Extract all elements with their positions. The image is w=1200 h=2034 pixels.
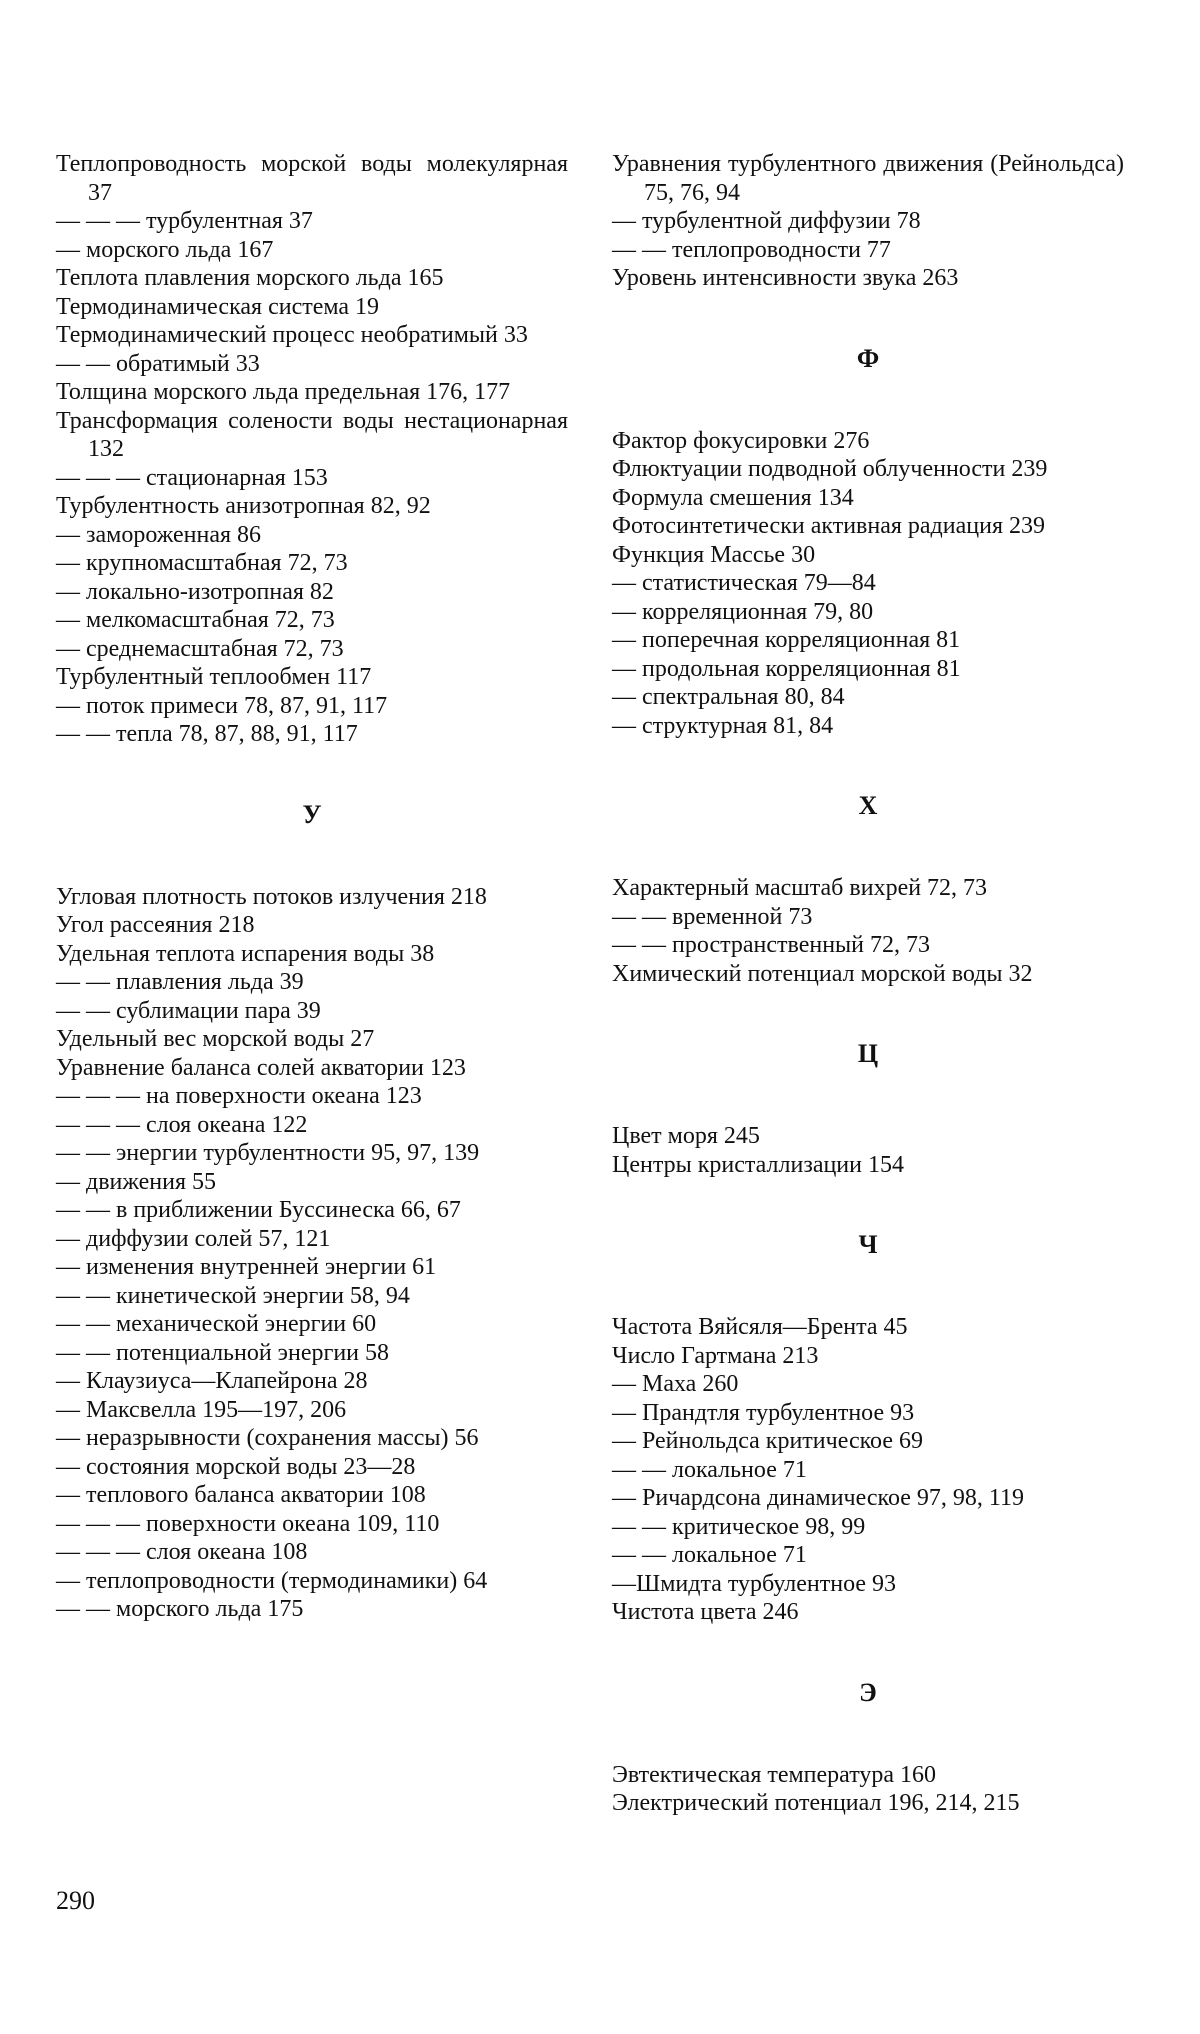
index-entry: Химический потенциал морской воды 32 bbox=[612, 960, 1033, 987]
index-entry: — крупномасштабная 72, 73 bbox=[56, 550, 348, 576]
index-entry: — — пространственный 72, 73 bbox=[612, 932, 931, 958]
index-entry: — Рейнольдса критическое 69 bbox=[612, 1428, 923, 1454]
index-entry: — спектральная 80, 84 bbox=[612, 684, 845, 710]
index-entry: Уровень интенсивности звука 263 bbox=[612, 265, 959, 291]
index-entry: — изменения внутренней энергии 61 bbox=[56, 1254, 437, 1280]
index-entry: — — — турбулентная 37 bbox=[56, 208, 313, 234]
index-entry: Фактор фокусировки 276 bbox=[612, 427, 870, 454]
right-column bbox=[612, 150, 1124, 1818]
index-entry: — — механической энергии 60 bbox=[56, 1311, 377, 1337]
page-number: 290 bbox=[56, 1886, 95, 1915]
index-entry: — — — стационарная 153 bbox=[56, 464, 328, 491]
index-entry: Теплопроводность морской воды молекулярная 37 bbox=[56, 151, 568, 206]
index-entry: Толщина морского льда предельная 176, 177 bbox=[56, 379, 511, 405]
index-entry: Чистота цвета 246 bbox=[612, 1599, 799, 1625]
index-entry: — — обратимый 33 bbox=[56, 350, 260, 377]
index-entry: — корреляционная 79, 80 bbox=[612, 598, 874, 625]
index-entry: Угол рассеяния 218 bbox=[56, 912, 255, 938]
index-entry: — замороженная 86 bbox=[56, 521, 262, 548]
index-block-f bbox=[612, 427, 1124, 741]
index-entry: — статистическая 79—84 bbox=[612, 570, 876, 596]
index-entry: — диффузии солей 57, 121 bbox=[56, 1225, 331, 1252]
index-entry: Угловая плотность потоков излучения 218 bbox=[56, 883, 487, 910]
index-entry: Турбулентность анизотропная 82, 92 bbox=[56, 493, 431, 519]
index-entry: — поперечная корреляционная 81 bbox=[612, 627, 961, 653]
index-entry: — — теплопроводности 77 bbox=[612, 236, 891, 263]
index-entry: — — тепла 78, 87, 88, 91, 117 bbox=[56, 721, 358, 747]
index-entry: — — энергии турбулентности 95, 97, 139 bbox=[56, 1140, 480, 1166]
index-entry: — морского льда 167 bbox=[56, 236, 274, 263]
index-entry: Формула смешения 134 bbox=[612, 484, 854, 511]
index-entry: — локально-изотропная 82 bbox=[56, 578, 334, 605]
index-entry: — — — поверхности океана 109, 110 bbox=[56, 1510, 440, 1537]
index-entry: — структурная 81, 84 bbox=[612, 712, 834, 739]
section-letter-ch: Ч bbox=[858, 1230, 878, 1259]
index-entry: — — сублимации пара 39 bbox=[56, 997, 321, 1024]
index-entry: Термодинамический процесс необратимый 33 bbox=[56, 322, 528, 348]
section-letter-ts: Ц bbox=[857, 1039, 879, 1068]
index-entry: Число Гартмана 213 bbox=[612, 1342, 819, 1369]
index-entry: Флюктуации подводной облученности 239 bbox=[612, 456, 1048, 482]
index-entry: — мелкомасштабная 72, 73 bbox=[56, 607, 335, 633]
index-entry: Характерный масштаб вихрей 72, 73 bbox=[612, 875, 988, 901]
section-letter-h: Х bbox=[858, 791, 878, 820]
index-block-ts bbox=[612, 1122, 1124, 1179]
index-entry: —Шмидта турбулентное 93 bbox=[612, 1570, 897, 1597]
index-entry: — Клаузиуса—Клапейрона 28 bbox=[56, 1368, 368, 1394]
index-entry: — — — слоя океана 122 bbox=[56, 1111, 308, 1138]
section-letter-f: Ф bbox=[856, 343, 880, 373]
index-entry: — продольная корреляционная 81 bbox=[612, 655, 961, 682]
index-entry: — — временной 73 bbox=[612, 903, 813, 930]
index-entry: Функция Массье 30 bbox=[612, 541, 816, 568]
index-entry: Центры кристаллизации 154 bbox=[612, 1151, 904, 1178]
index-entry: Термодинамическая система 19 bbox=[56, 293, 380, 320]
index-entry: — — критическое 98, 99 bbox=[612, 1513, 866, 1540]
index-entry: — состояния морской воды 23—28 bbox=[56, 1453, 416, 1480]
left-column bbox=[56, 150, 568, 1624]
index-entry: — Ричардсона динамическое 97, 98, 119 bbox=[612, 1485, 1025, 1511]
index-entry: — — локальное 71 bbox=[612, 1542, 807, 1568]
index-entry: — Прандтля турбулентное 93 bbox=[612, 1399, 915, 1426]
index-entry: — поток примеси 78, 87, 91, 117 bbox=[56, 692, 388, 719]
index-entry: Эвтектическая температура 160 bbox=[612, 1761, 937, 1788]
index-entry: Уравнения турбулентного движения (Рейнольдса) 75, 76, 94 bbox=[612, 151, 1124, 206]
index-entry: — — потенциальной энергии 58 bbox=[56, 1339, 389, 1366]
index-entry: — — в приближении Буссинеска 66, 67 bbox=[56, 1197, 461, 1223]
index-entry: — — морского льда 175 bbox=[56, 1596, 304, 1622]
index-entry: Частота Вяйсяля—Брента 45 bbox=[612, 1314, 908, 1340]
index-block-ch bbox=[612, 1313, 1124, 1627]
index-entry: — турбулентной диффузии 78 bbox=[612, 208, 921, 234]
index-entry: — движения 55 bbox=[56, 1168, 217, 1195]
index-entry: — — плавления льда 39 bbox=[56, 969, 304, 995]
index-entry: — Маха 260 bbox=[612, 1371, 739, 1397]
index-entry: Фотосинтетически активная радиация 239 bbox=[612, 513, 1045, 539]
index-entry: Трансформация солености воды нестационарная 132 bbox=[56, 407, 568, 462]
index-block-u bbox=[56, 883, 568, 1624]
index-entry: Теплота плавления морского льда 165 bbox=[56, 265, 444, 291]
index-entry: Удельный вес морской воды 27 bbox=[56, 1026, 375, 1052]
index-entry: — теплового баланса акватории 108 bbox=[56, 1482, 426, 1508]
index-entry: — — — на поверхности океана 123 bbox=[56, 1083, 422, 1109]
index-entry: Турбулентный теплообмен 117 bbox=[56, 664, 372, 690]
index-entry: — — — слоя океана 108 bbox=[56, 1539, 308, 1565]
index-entry: — — локальное 71 bbox=[612, 1456, 807, 1483]
index-entry: — теплопроводности (термодинамики) 64 bbox=[56, 1567, 488, 1594]
index-entry: Удельная теплота испарения воды 38 bbox=[56, 940, 435, 967]
section-letter-u: У bbox=[302, 799, 322, 829]
index-entry: — Максвелла 195—197, 206 bbox=[56, 1396, 347, 1423]
index-entry: — среднемасштабная 72, 73 bbox=[56, 635, 344, 662]
index-block-u-continued bbox=[612, 150, 1124, 293]
index-entry: — — кинетической энергии 58, 94 bbox=[56, 1282, 410, 1309]
index-entry: Электрический потенциал 196, 214, 215 bbox=[612, 1790, 1020, 1816]
index-entry: Уравнение баланса солей акватории 123 bbox=[56, 1054, 466, 1081]
section-letter-e: Э bbox=[859, 1677, 877, 1707]
index-entry: Цвет моря 245 bbox=[612, 1123, 760, 1149]
index-block-t bbox=[56, 150, 568, 749]
index-entry: — неразрывности (сохранения массы) 56 bbox=[56, 1425, 479, 1451]
index-block-h bbox=[612, 874, 1124, 988]
index-block-e bbox=[612, 1761, 1124, 1818]
